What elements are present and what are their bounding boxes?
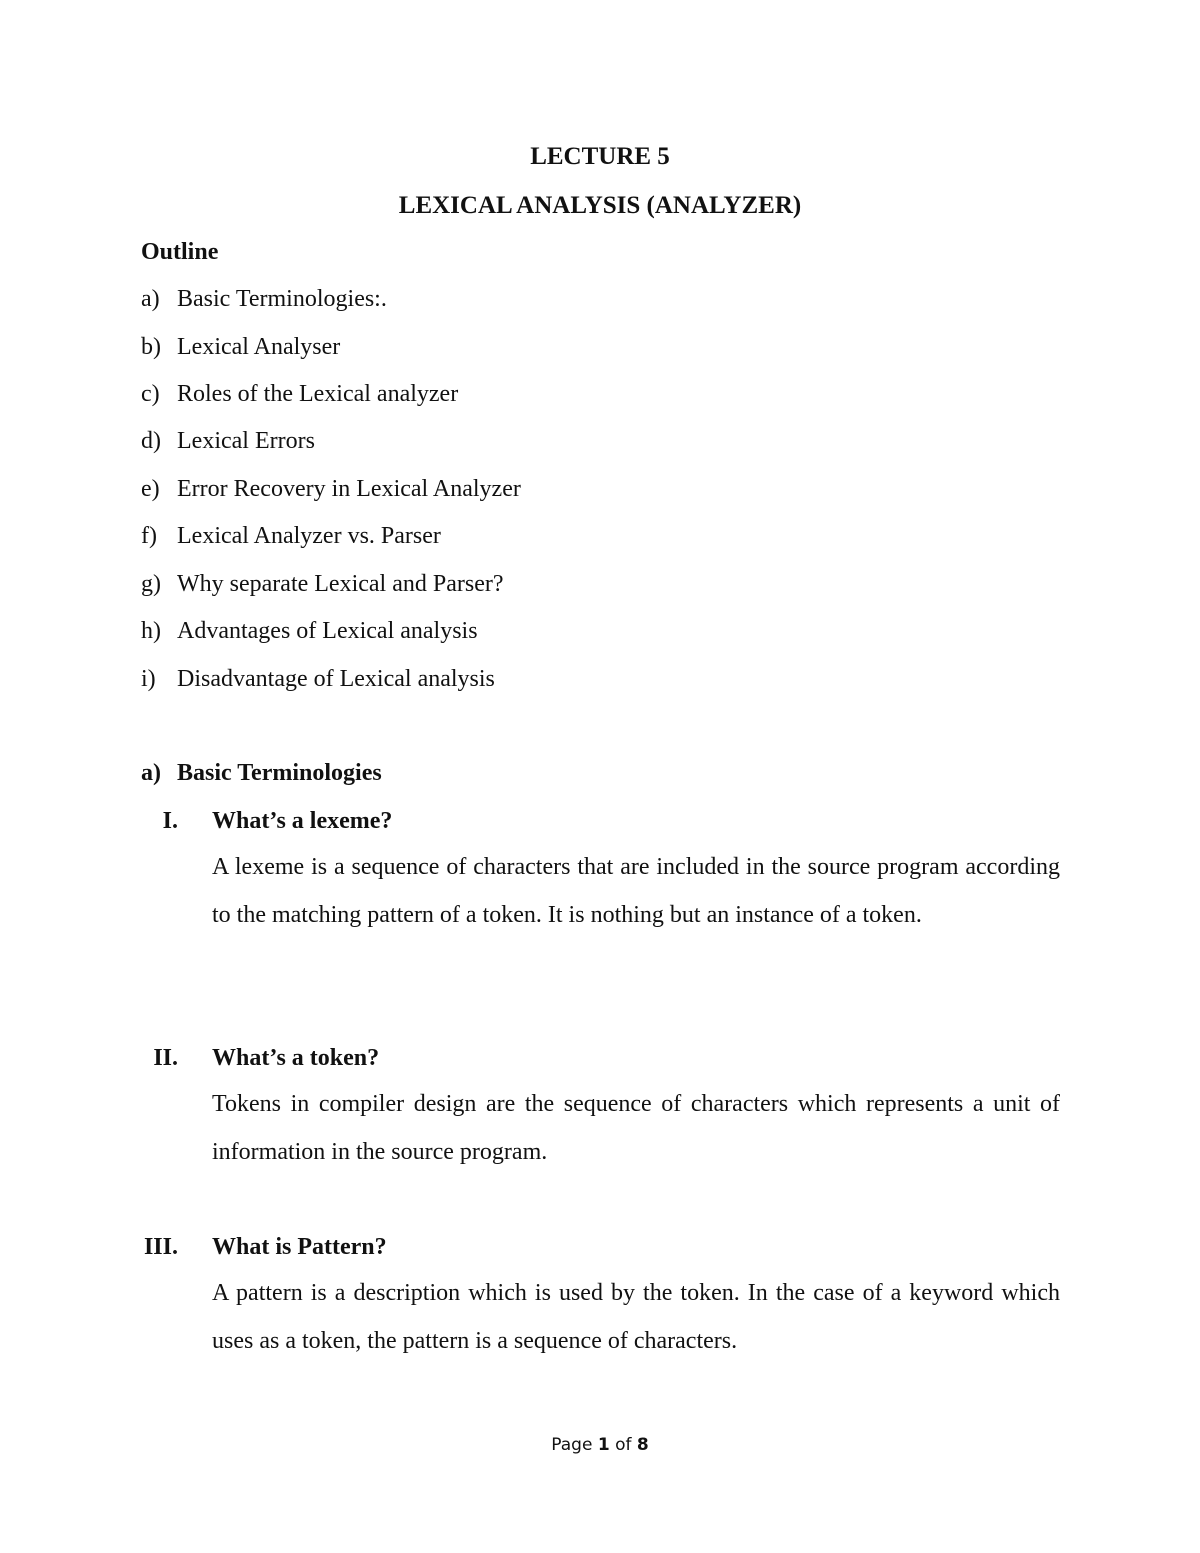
page-current: 1 (597, 1435, 610, 1455)
page-label: Page (551, 1435, 593, 1455)
main-title: LEXICAL ANALYSIS (ANALYZER) (398, 192, 802, 219)
outline-text: Lexical Analyzer vs. Parser (177, 523, 441, 549)
of-label: of (615, 1435, 632, 1455)
outline-text: Why separate Lexical and Parser? (177, 571, 504, 597)
term-question: What is Pattern? (212, 1234, 387, 1260)
outline-text: Advantages of Lexical analysis (177, 618, 478, 644)
term-answer: A lexeme is a sequence of characters that are included in the source program according to the matching pattern of a token. It is nothing but an instance of a token. (212, 854, 1060, 928)
outline-marker: c) (141, 381, 160, 407)
outline-text: Roles of the Lexical analyzer (177, 381, 459, 407)
outline-marker: g) (141, 571, 161, 597)
term-answer: Tokens in compiler design are the sequence of characters which represents a unit of information in the source program. (212, 1091, 1060, 1165)
outline-text: Lexical Errors (177, 428, 315, 454)
outline-marker: b) (141, 334, 161, 360)
outline-text: Error Recovery in Lexical Analyzer (177, 476, 521, 502)
term-question: What’s a token? (212, 1045, 380, 1071)
term-answer: A pattern is a description which is used by the token. In the case of a keyword which uses as a token, the pattern is a sequence of characters. (212, 1280, 1060, 1354)
outline-marker: a) (141, 286, 160, 312)
outline-marker: f) (141, 523, 157, 549)
outline-marker: e) (141, 476, 160, 502)
outline-text: Lexical Analyser (177, 334, 341, 360)
outline-marker: h) (141, 618, 161, 644)
term-numeral: II. (153, 1045, 178, 1071)
outline-marker: d) (141, 428, 161, 454)
outline-marker: i) (141, 666, 156, 692)
term-numeral: I. (162, 808, 178, 834)
page-total: 8 (636, 1435, 649, 1455)
section-marker: a) (141, 760, 161, 786)
lecture-title: LECTURE 5 (530, 143, 670, 170)
outline-heading: Outline (141, 239, 219, 265)
section-title: Basic Terminologies (177, 760, 382, 786)
outline-text: Basic Terminologies:. (177, 286, 387, 312)
term-question: What’s a lexeme? (212, 808, 393, 834)
page-footer (0, 1432, 1200, 1458)
term-numeral: III. (143, 1234, 178, 1260)
outline-text: Disadvantage of Lexical analysis (177, 666, 495, 692)
